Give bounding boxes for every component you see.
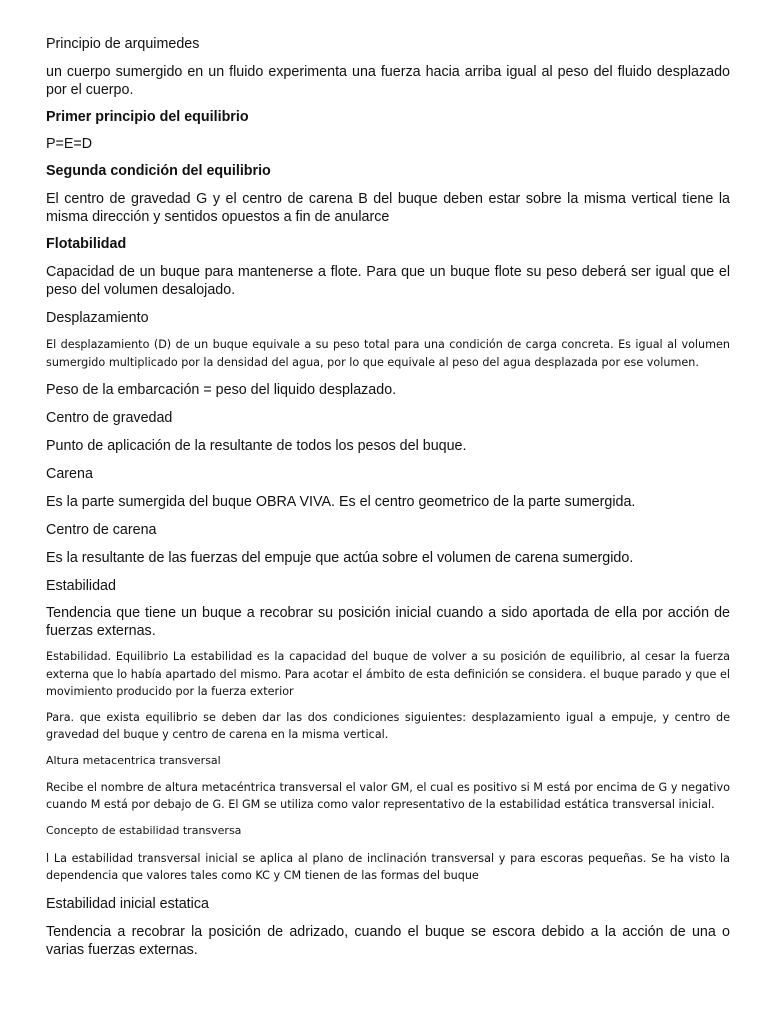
paragraph-estabilidad-equilibrio: Estabilidad. Equilibrio La estabilidad es la capacidad del buque de volver a su posición de equilibrio, al cesar la fuerza externa que lo había apartado del mismo. Para acotar el ámbito de esta definición se considera. el buque parado y que el movimiento producido por la fuerza exterior <box>46 650 730 698</box>
paragraph-segunda-condicion: El centro de gravedad G y el centro de carena B del buque deben estar sobre la misma vertical tiene la misma dirección y sentidos opuestos a fin de anularce <box>46 191 730 225</box>
heading-principio-arquimedes: Principio de arquimedes <box>46 36 200 52</box>
heading-segunda-condicion: Segunda condición del equilibrio <box>46 163 271 179</box>
paragraph-centro-carena: Es la resultante de las fuerzas del empuje que actúa sobre el volumen de carena sumergido. <box>46 550 634 566</box>
paragraph-desplazamiento: El desplazamiento (D) de un buque equivale a su peso total para una condición de carga concreta. Es igual al volumen sumergido multiplicado por la densidad del agua, por lo que equivale al peso del agua desplazada por ese volumen. <box>46 338 730 369</box>
heading-altura-metacentrica: Altura metacentrica transversal <box>46 753 221 767</box>
heading-centro-gravedad: Centro de gravedad <box>46 410 173 426</box>
heading-flotabilidad: Flotabilidad <box>46 236 127 252</box>
paragraph-peso-embarcacion: Peso de la embarcación = peso del liquido desplazado. <box>46 382 397 398</box>
paragraph-estabilidad-transversa: l La estabilidad transversal inicial se aplica al plano de inclinación transversal y para escoras pequeñas. Se ha visto la dependencia que valores tales como KC y CM tienen de las formas del buque <box>46 851 730 882</box>
paragraph-arquimedes: un cuerpo sumergido en un fluido experimenta una fuerza hacia arriba igual al peso del fluido desplazado por el cuerpo. <box>46 64 730 98</box>
paragraph-centro-gravedad: Punto de aplicación de la resultante de todos los pesos del buque. <box>46 438 467 454</box>
heading-primer-principio: Primer principio del equilibrio <box>46 109 249 125</box>
heading-carena: Carena <box>46 466 93 482</box>
paragraph-flotabilidad: Capacidad de un buque para mantenerse a flote. Para que un buque flote su peso deberá ser igual que el peso del volumen desalojado. <box>46 264 730 298</box>
paragraph-condiciones-equilibrio: Para. que exista equilibrio se deben dar las dos condiciones siguientes: desplazamiento igual a empuje, y centro de gravedad del buque y centro de carena en la misma vertical. <box>46 710 730 741</box>
paragraph-estabilidad: Tendencia que tiene un buque a recobrar su posición inicial cuando a sido aportada de ella por acción de fuerzas externas. <box>46 605 730 639</box>
heading-estabilidad-transversa: Concepto de estabilidad transversa <box>46 823 242 837</box>
heading-desplazamiento: Desplazamiento <box>46 310 149 326</box>
heading-estabilidad-inicial: Estabilidad inicial estatica <box>46 895 209 912</box>
heading-centro-carena: Centro de carena <box>46 522 157 538</box>
paragraph-carena: Es la parte sumergida del buque OBRA VIVA. Es el centro geometrico de la parte sumergida. <box>46 494 636 510</box>
paragraph-altura-metacentrica: Recibe el nombre de altura metacéntrica transversal el valor GM, el cual es positivo si M está por encima de G y negativo cuando M está por debajo de G. El GM se utiliza como valor representativo de la estabilidad estática transversal inicial. <box>46 780 730 811</box>
paragraph-estabilidad-inicial: Tendencia a recobrar la posición de adrizado, cuando el buque se escora debido a la acción de una o varias fuerzas externas. <box>46 923 730 958</box>
document-page <box>46 32 730 959</box>
heading-estabilidad: Estabilidad <box>46 578 116 594</box>
formula-p-e-d: P=E=D <box>46 136 93 152</box>
